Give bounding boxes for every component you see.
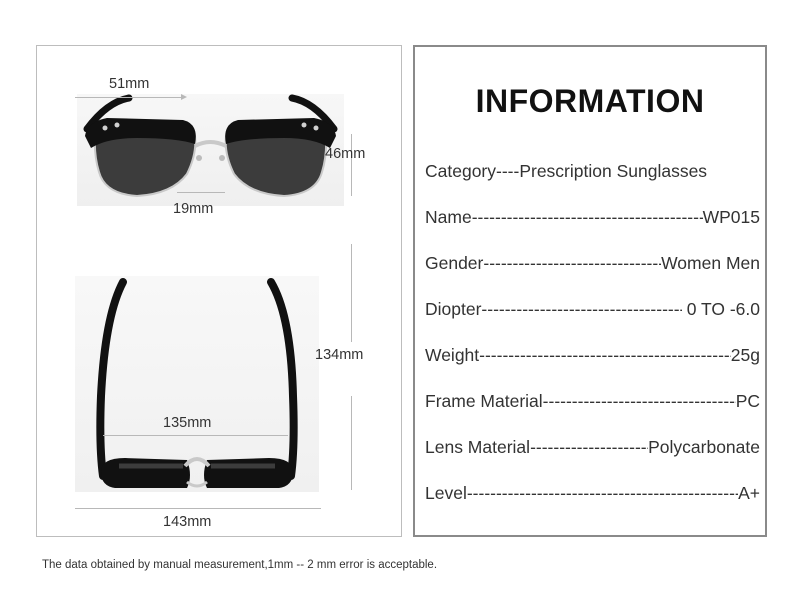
info-key: Lens Material — [425, 437, 531, 457]
info-key: Gender — [425, 253, 484, 273]
info-key: Level — [425, 483, 467, 503]
information-panel — [413, 45, 767, 537]
top-view-sunglasses-image — [75, 276, 319, 492]
lens-height-label: 46mm — [325, 146, 366, 162]
front-view-sunglasses-image — [77, 94, 344, 206]
info-row-weight — [425, 345, 760, 366]
info-key: Frame Material — [425, 391, 543, 411]
lens-width-label: 51mm — [109, 76, 150, 92]
info-value: Women Men — [661, 253, 760, 273]
lens-width-arrow — [181, 94, 187, 100]
total-width-line — [75, 508, 321, 509]
info-leader — [543, 391, 736, 412]
frame-width-line — [103, 435, 288, 436]
info-value: WP015 — [702, 207, 760, 227]
info-key: Category---- — [425, 161, 520, 181]
info-value: 25g — [730, 345, 760, 365]
bridge-label: 19mm — [173, 201, 214, 217]
info-key: Name — [425, 207, 472, 227]
top-view-photo — [75, 276, 319, 492]
bridge-line — [177, 192, 225, 193]
temple-length-line-bottom — [351, 396, 352, 490]
temple-length-line-top — [351, 244, 352, 342]
frame-width-label: 135mm — [163, 415, 212, 431]
info-row-frame-material — [425, 391, 760, 412]
info-key: Weight — [425, 345, 480, 365]
info-value: 0 TO -6.0 — [681, 299, 760, 319]
measurement-footnote: The data obtained by manual measurement,1mm -- 2 mm error is acceptable. — [42, 559, 438, 571]
info-leader — [483, 253, 661, 274]
info-leader — [472, 207, 703, 228]
info-row-category — [425, 161, 760, 182]
info-row-lens-material — [425, 437, 760, 458]
front-view-photo — [77, 94, 344, 206]
info-leader — [479, 345, 731, 366]
info-value: Polycarbonate — [648, 437, 760, 457]
info-row-level — [425, 483, 760, 504]
info-key: Diopter — [425, 299, 482, 319]
info-leader — [481, 299, 681, 320]
info-row-gender — [425, 253, 760, 274]
info-value: A+ — [738, 483, 760, 503]
info-row-name — [425, 207, 760, 228]
total-width-label: 143mm — [163, 514, 212, 530]
info-value: Prescription Sunglasses — [519, 161, 708, 181]
info-value: PC — [735, 391, 760, 411]
measurement-panel — [36, 45, 402, 537]
info-row-diopter — [425, 299, 760, 320]
information-title: INFORMATION — [475, 83, 705, 119]
info-leader — [530, 437, 648, 458]
lens-height-line — [351, 134, 352, 196]
temple-length-label: 134mm — [315, 347, 364, 363]
info-leader — [467, 483, 738, 504]
lens-width-line — [75, 97, 185, 98]
